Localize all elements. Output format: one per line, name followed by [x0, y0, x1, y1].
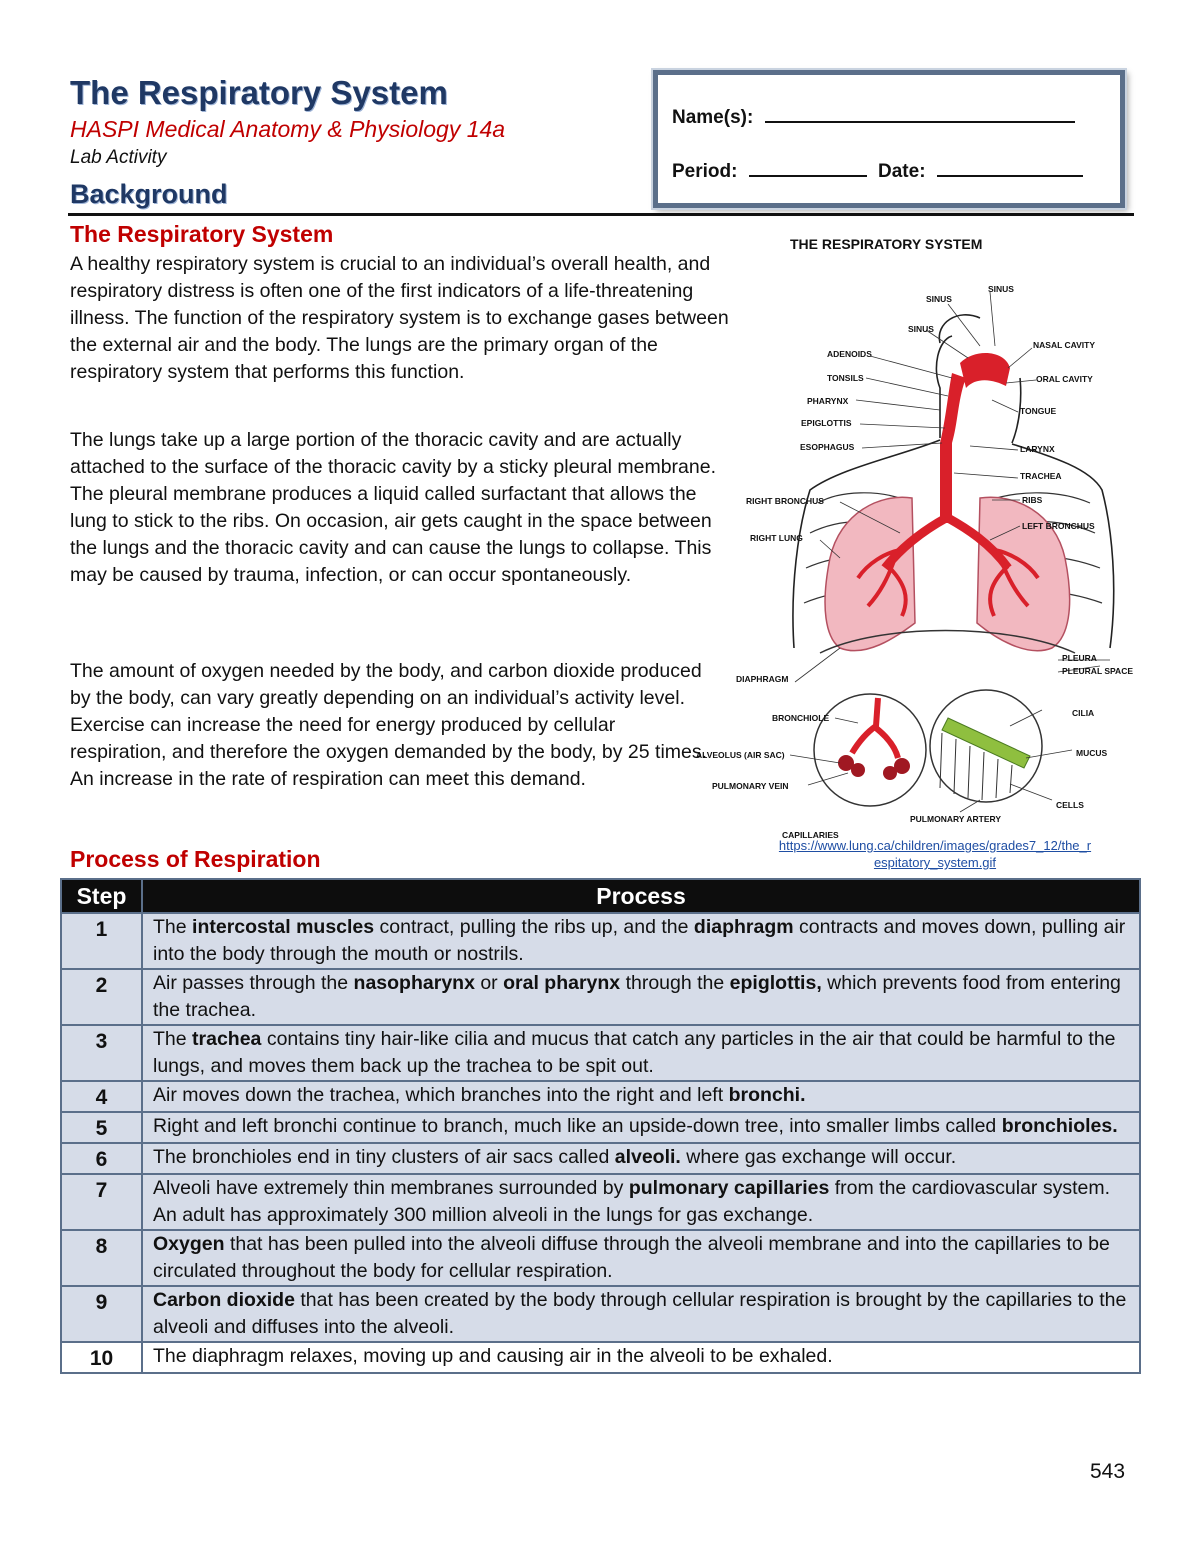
step-number: 7 — [61, 1174, 142, 1230]
key-term: bronchi. — [728, 1084, 806, 1106]
label-pharynx: PHARYNX — [807, 396, 849, 406]
date-field[interactable] — [937, 157, 1083, 177]
process-text: that has been created by the body through cellular respiration is brought by the capillaries to the alveoli and diffuses into the alveoli. — [153, 1289, 1127, 1338]
label-mucus: MUCUS — [1076, 748, 1108, 758]
label-sinus-low: SINUS — [908, 324, 934, 334]
label-cells: CELLS — [1056, 800, 1084, 810]
label-pleural-space: PLEURAL SPACE — [1062, 666, 1134, 676]
process-text: The — [153, 1028, 193, 1050]
label-ribs: RIBS — [1022, 495, 1043, 505]
label-epiglottis: EPIGLOTTIS — [801, 418, 852, 428]
process-text: contracts and moves down, pulling air into the body through the mouth or nostrils. — [153, 916, 1126, 965]
step-column-header: Step — [61, 879, 142, 913]
step-number: 1 — [61, 913, 142, 969]
background-heading: Background — [70, 179, 228, 209]
diagram-title: THE RESPIRATORY SYSTEM — [790, 236, 983, 252]
process-text: or — [474, 972, 504, 994]
label-right-bronchus: RIGHT BRONCHUS — [746, 496, 824, 506]
label-nasal-cavity: NASAL CAVITY — [1033, 340, 1096, 350]
process-description — [142, 1342, 1140, 1373]
page-title: The Respiratory System — [70, 74, 448, 111]
process-heading: Process of Respiration — [70, 846, 321, 872]
key-term: epiglottis, — [729, 972, 822, 994]
key-term: intercostal muscles — [192, 916, 375, 938]
process-text: Right and left bronchi continue to branch, much like an upside-down tree, into smaller limbs called — [153, 1115, 1002, 1137]
process-text: The — [153, 916, 193, 938]
period-date-line — [672, 157, 1083, 183]
header-divider — [68, 213, 1134, 216]
process-table — [60, 878, 1141, 1374]
background-paragraph-2: The lungs take up a large portion of the thoracic cavity and are actually attached to the surface of the thoracic cavity by a sticky pleural membrane. The pleural membrane produces a liquid called surfactant that allows the lung to stick to the ribs. On occasion, air gets caught in the space between the lungs and the thoracic cavity and can cause the lungs to collapse. This may be caused by trauma, infection, or can occur spontaneously. — [70, 429, 716, 586]
respiratory-system-diagram — [690, 228, 1160, 846]
background-paragraph-3: The amount of oxygen needed by the body, and carbon dioxide produced by the body, can vary greatly depending on an individual’s activity level. Exercise can increase the need for energy produced by cellular respiration, and therefore the oxygen demanded by the body, by 25 times. An increase in the rate of respiration can meet this demand. — [70, 660, 708, 790]
name-label: Name(s): — [672, 107, 754, 128]
process-text: that has been pulled into the alveoli diffuse through the alveoli membrane and into the capillaries to be circulated throughout the body for cellular respiration. — [153, 1233, 1110, 1282]
process-text: which prevents food from entering the trachea. — [153, 972, 1121, 1021]
label-larynx: LARYNX — [1020, 444, 1055, 454]
process-text: Alveoli have extremely thin membranes surrounded by — [153, 1177, 629, 1199]
label-alveolus: ALVEOLUS (AIR SAC) — [696, 750, 785, 760]
key-term: nasopharynx — [353, 972, 475, 994]
key-term: pulmonary capillaries — [628, 1177, 830, 1199]
activity-type: Lab Activity — [70, 147, 167, 168]
step-number: 10 — [61, 1342, 142, 1373]
page-number: 543 — [1090, 1460, 1126, 1483]
label-adenoids: ADENOIDS — [827, 349, 872, 359]
key-term: Oxygen — [153, 1233, 225, 1255]
label-cilia: CILIA — [1072, 708, 1095, 718]
step-number: 3 — [61, 1025, 142, 1081]
table-row — [61, 1112, 1140, 1143]
label-bronchiole: BRONCHIOLE — [772, 713, 830, 723]
period-label: Period: — [672, 161, 738, 182]
process-description — [142, 1025, 1140, 1081]
label-sinus-mid: SINUS — [926, 294, 952, 304]
label-left-bronchus: LEFT BRONCHUS — [1022, 521, 1095, 531]
process-description — [142, 913, 1140, 969]
label-pulmonary-artery: PULMONARY ARTERY — [910, 814, 1001, 824]
credit-line-2: espitatory_system.gif — [873, 855, 997, 870]
table-row — [61, 1143, 1140, 1174]
step-number: 8 — [61, 1230, 142, 1286]
process-description — [142, 1286, 1140, 1342]
process-description — [142, 1081, 1140, 1112]
period-field[interactable] — [749, 157, 867, 177]
name-line — [672, 103, 1075, 129]
key-term: alveoli. — [614, 1146, 681, 1168]
step-number: 4 — [61, 1081, 142, 1112]
step-number: 9 — [61, 1286, 142, 1342]
key-term: bronchioles. — [1001, 1115, 1118, 1137]
key-term: Carbon dioxide — [153, 1289, 295, 1311]
process-text: contains tiny hair-like cilia and mucus that catch any particles in the air that could be harmful to the lungs, and moves them back up the trachea to be spit out. — [153, 1028, 1116, 1077]
table-row — [61, 1342, 1140, 1373]
label-tonsils: TONSILS — [827, 373, 864, 383]
process-description — [142, 1112, 1140, 1143]
alveoli-detail-circle — [814, 694, 926, 806]
table-row — [61, 1081, 1140, 1112]
label-right-lung: RIGHT LUNG — [750, 533, 803, 543]
key-term: trachea — [192, 1028, 262, 1050]
label-sinus-top: SINUS — [988, 284, 1014, 294]
step-number: 2 — [61, 969, 142, 1025]
date-label: Date: — [878, 161, 926, 182]
label-pulmonary-vein: PULMONARY VEIN — [712, 781, 789, 791]
table-row — [61, 1286, 1140, 1342]
label-esophagus: ESOPHAGUS — [800, 442, 855, 452]
right-lung — [825, 497, 915, 650]
label-tongue: TONGUE — [1020, 406, 1057, 416]
table-row — [61, 969, 1140, 1025]
process-description — [142, 1174, 1140, 1230]
course-subtitle: HASPI Medical Anatomy & Physiology 14a — [70, 116, 506, 142]
process-text: The bronchioles end in tiny clusters of air sacs called — [153, 1146, 615, 1168]
table-row — [61, 1174, 1140, 1230]
table-header-row — [61, 879, 1140, 913]
label-oral-cavity: ORAL CAVITY — [1036, 374, 1093, 384]
section-heading-respiratory: The Respiratory System — [70, 221, 334, 247]
credit-line-1: https://www.lung.ca/children/images/grades7_12/the_r — [778, 838, 1092, 853]
background-paragraph-1: A healthy respiratory system is crucial to an individual’s overall health, and respiratory distress is often one of the first indicators of a life-threatening illness. The function of the respiratory system is to exchange gases between the external air and the body. The lungs are the primary organ of the respiratory system that performs this function. — [70, 253, 729, 383]
step-number: 5 — [61, 1112, 142, 1143]
figure-credit-link[interactable] — [725, 837, 1145, 871]
process-description — [142, 1230, 1140, 1286]
key-term: diaphragm — [693, 916, 794, 938]
name-field[interactable] — [765, 103, 1075, 123]
process-column-header: Process — [142, 879, 1140, 913]
process-description — [142, 1143, 1140, 1174]
process-description — [142, 969, 1140, 1025]
table-row — [61, 1025, 1140, 1081]
label-pleura: PLEURA — [1062, 653, 1097, 663]
table-row — [61, 1230, 1140, 1286]
process-text: Air moves down the trachea, which branches into the right and left — [153, 1084, 729, 1106]
key-term: oral pharynx — [503, 972, 621, 994]
process-text: contract, pulling the ribs up, and the — [374, 916, 694, 938]
label-diaphragm: DIAPHRAGM — [736, 674, 789, 684]
table-row — [61, 913, 1140, 969]
process-text: The diaphragm relaxes, moving up and causing air in the alveoli to be exhaled. — [153, 1345, 833, 1367]
label-trachea: TRACHEA — [1020, 471, 1062, 481]
process-text: Air passes through the — [153, 972, 354, 994]
process-text: through the — [620, 972, 730, 994]
process-text: where gas exchange will occur. — [680, 1146, 957, 1168]
student-info-box — [653, 70, 1125, 208]
process-text: from the cardiovascular system. An adult has approximately 300 million alveoli in the lungs for gas exchange. — [153, 1177, 1111, 1226]
step-number: 6 — [61, 1143, 142, 1174]
label-capillaries: CAPILLARIES — [782, 830, 839, 840]
